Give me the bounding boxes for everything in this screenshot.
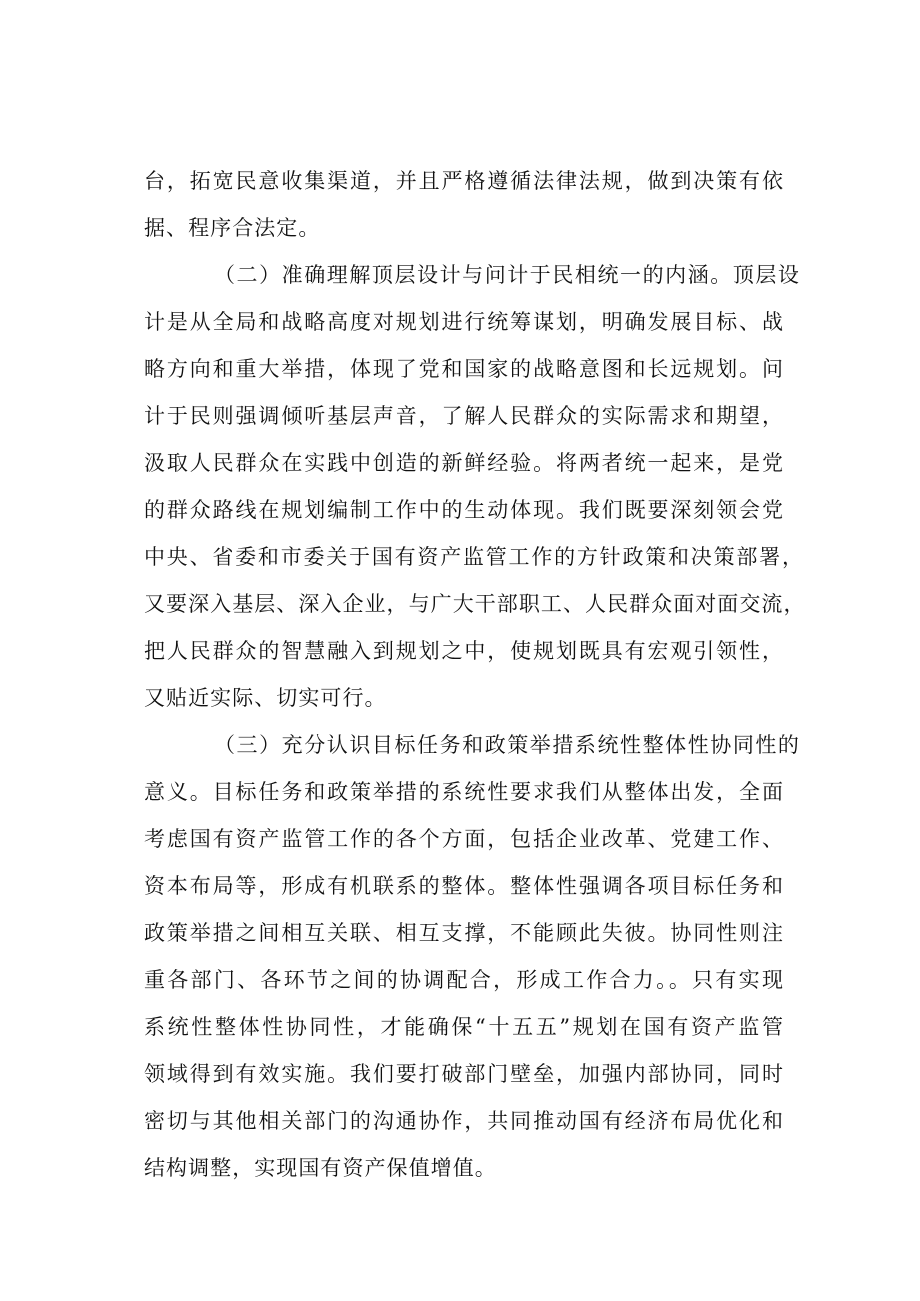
text-line: 把人民群众的智慧融入到规划之中，使规划既具有宏观引领性， — [144, 639, 784, 663]
text-line: 略方向和重大举措，体现了党和国家的战略意图和长远规划。问 — [144, 357, 784, 381]
text-line: 中央、省委和市委关于国有资产监管工作的方针政策和决策部署， — [144, 545, 804, 569]
text-line: 领域得到有效实施。我们要打破部门壁垒，加强内部协同，同时 — [144, 1062, 784, 1086]
text-line: 资本布局等，形成有机联系的整体。整体性强调各项目标任务和 — [144, 874, 784, 898]
text-line: 重各部门、各环节之间的协调配合，形成工作合力。。只有实现 — [144, 968, 784, 992]
text-line: 的群众路线在规划编制工作中的生动体现。我们既要深刻领会党 — [144, 498, 784, 522]
text-line: 又贴近实际、切实可行。 — [144, 686, 387, 710]
text-line: 意义。目标任务和政策举措的系统性要求我们从整体出发，全面 — [144, 780, 784, 804]
text-line: 台，拓宽民意收集渠道，并且严格遵循法律法规，做到决策有依 — [144, 169, 784, 193]
text-line: 汲取人民群众在实践中创造的新鲜经验。将两者统一起来，是党 — [144, 451, 784, 475]
text-line: 又要深入基层、深入企业，与广大干部职工、人民群众面对面交流， — [144, 592, 806, 616]
section-three-heading-line: （三）充分认识目标任务和政策举措系统性整体性协同性的 — [214, 733, 800, 757]
text-line: 系统性整体性协同性，才能确保“十五五”规划在国有资产监管 — [144, 1015, 784, 1039]
text-line: 密切与其他相关部门的沟通协作，共同推动国有经济布局优化和 — [144, 1109, 784, 1133]
text-line: 据、程序合法定。 — [144, 216, 321, 240]
text-line: 计于民则强调倾听基层声音，了解人民群众的实际需求和期望， — [144, 404, 784, 428]
text-line: 结构调整，实现国有资产保值增值。 — [144, 1156, 497, 1180]
section-two-heading-line: （二）准确理解顶层设计与问计于民相统一的内涵。顶层设 — [214, 263, 800, 287]
text-line: 政策举措之间相互关联、相互支撑，不能顾此失彼。协同性则注 — [144, 921, 784, 945]
text-line: 计是从全局和战略高度对规划进行统筹谋划，明确发展目标、战 — [144, 310, 784, 334]
text-line: 考虑国有资产监管工作的各个方面，包括企业改革、党建工作、 — [144, 827, 784, 851]
